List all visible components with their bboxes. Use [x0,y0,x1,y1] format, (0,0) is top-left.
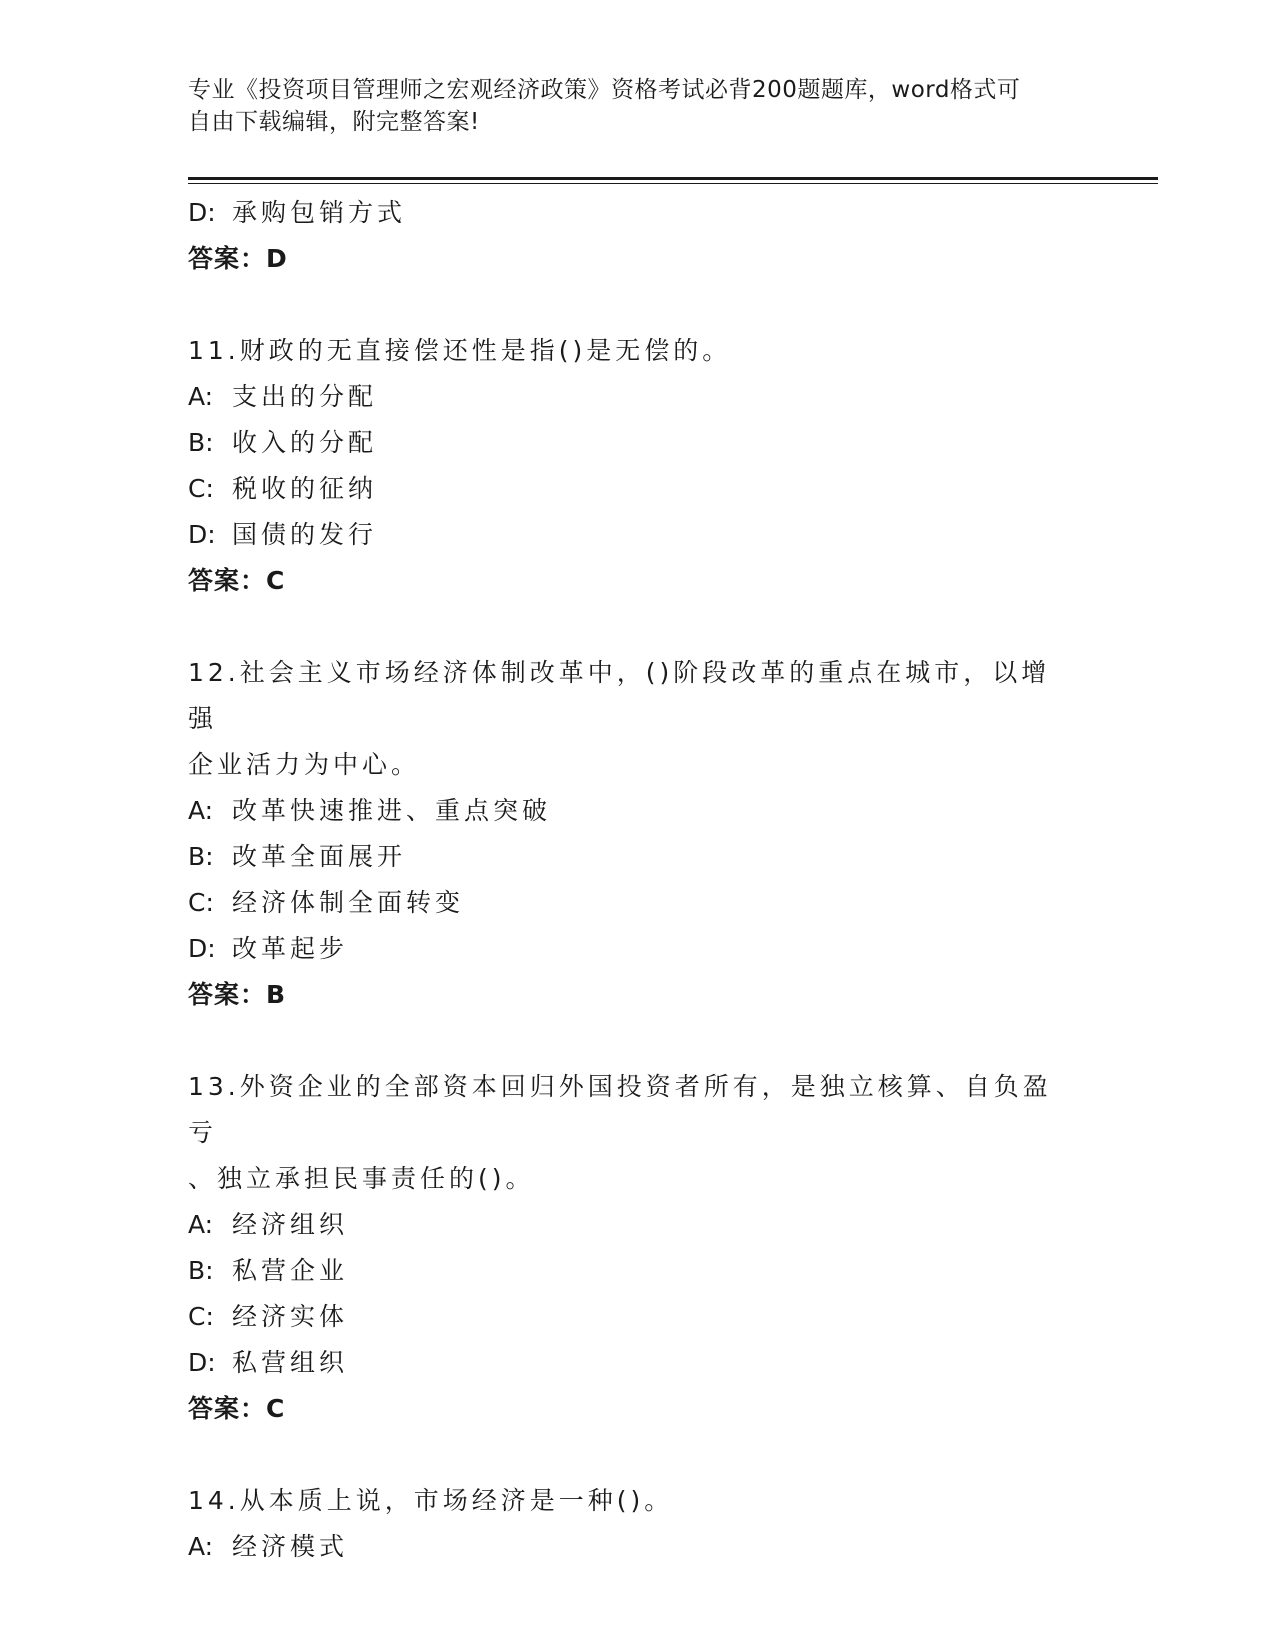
header-title-line-2: 自由下载编辑，附完整答案! [188,109,480,135]
option-b [188,1248,1088,1294]
question-text-line-1: 12.社会主义市场经济体制改革中，()阶段改革的重点在城市，以增强 [188,658,1051,733]
option-a [188,788,1088,834]
question-text-line-2: 、独立承担民事责任的()。 [188,1164,535,1193]
option-d [188,926,1088,972]
option-letter: B: [188,1256,214,1285]
option-d [188,512,1088,558]
question-text-line-1: 13.外资企业的全部资本回归外国投资者所有，是独立核算、自负盈亏 [188,1072,1052,1147]
question-14 [188,1478,1088,1570]
header-divider-thin [188,183,1158,184]
option-text: 经济模式 [232,1532,349,1561]
header-divider-thick [188,177,1158,180]
option-letter: D: [188,1348,216,1377]
answer-line: 答案：C [188,566,286,595]
option-text: 税收的征纳 [232,474,378,503]
option-b [188,834,1088,880]
header-title-line-1: 专业《投资项目管理师之宏观经济政策》资格考试必背200题题库，word格式可 [188,77,1021,103]
question-list [188,190,1088,1570]
option-letter: A: [188,1532,214,1561]
answer-line: 答案：C [188,1394,286,1423]
answer-line: 答案：B [188,980,287,1009]
question-text-line-2: 企业活力为中心。 [188,750,421,779]
option-a [188,374,1088,420]
option-c [188,1294,1088,1340]
option-letter: D: [188,198,216,227]
option-c [188,880,1088,926]
option-letter: C: [188,474,214,503]
option-letter: A: [188,382,214,411]
option-text: 改革全面展开 [232,842,407,871]
question-13 [188,1064,1088,1432]
option-d [188,190,1088,236]
option-text: 改革快速推进、重点突破 [232,796,552,825]
option-letter: B: [188,842,214,871]
option-b [188,420,1088,466]
option-text: 经济组织 [232,1210,349,1239]
option-text: 支出的分配 [232,382,378,411]
option-letter: A: [188,1210,214,1239]
question-12 [188,650,1088,1018]
option-letter: D: [188,934,216,963]
question-text: 11.财政的无直接偿还性是指()是无偿的。 [188,336,732,365]
option-letter: D: [188,520,216,549]
option-d [188,1340,1088,1386]
document-header [188,74,1078,138]
option-text: 改革起步 [232,934,349,963]
question-text: 14.从本质上说，市场经济是一种()。 [188,1486,674,1515]
option-text: 私营组织 [232,1348,349,1377]
option-letter: C: [188,888,214,917]
option-a [188,1524,1088,1570]
option-text: 国债的发行 [232,520,378,549]
option-letter: B: [188,428,214,457]
option-text: 收入的分配 [232,428,378,457]
option-text: 承购包销方式 [232,198,407,227]
option-letter: A: [188,796,214,825]
answer-line: 答案：D [188,244,288,273]
option-letter: C: [188,1302,214,1331]
option-text: 经济实体 [232,1302,349,1331]
question-11 [188,328,1088,604]
option-text: 私营企业 [232,1256,349,1285]
option-a [188,1202,1088,1248]
option-c [188,466,1088,512]
option-text: 经济体制全面转变 [232,888,465,917]
